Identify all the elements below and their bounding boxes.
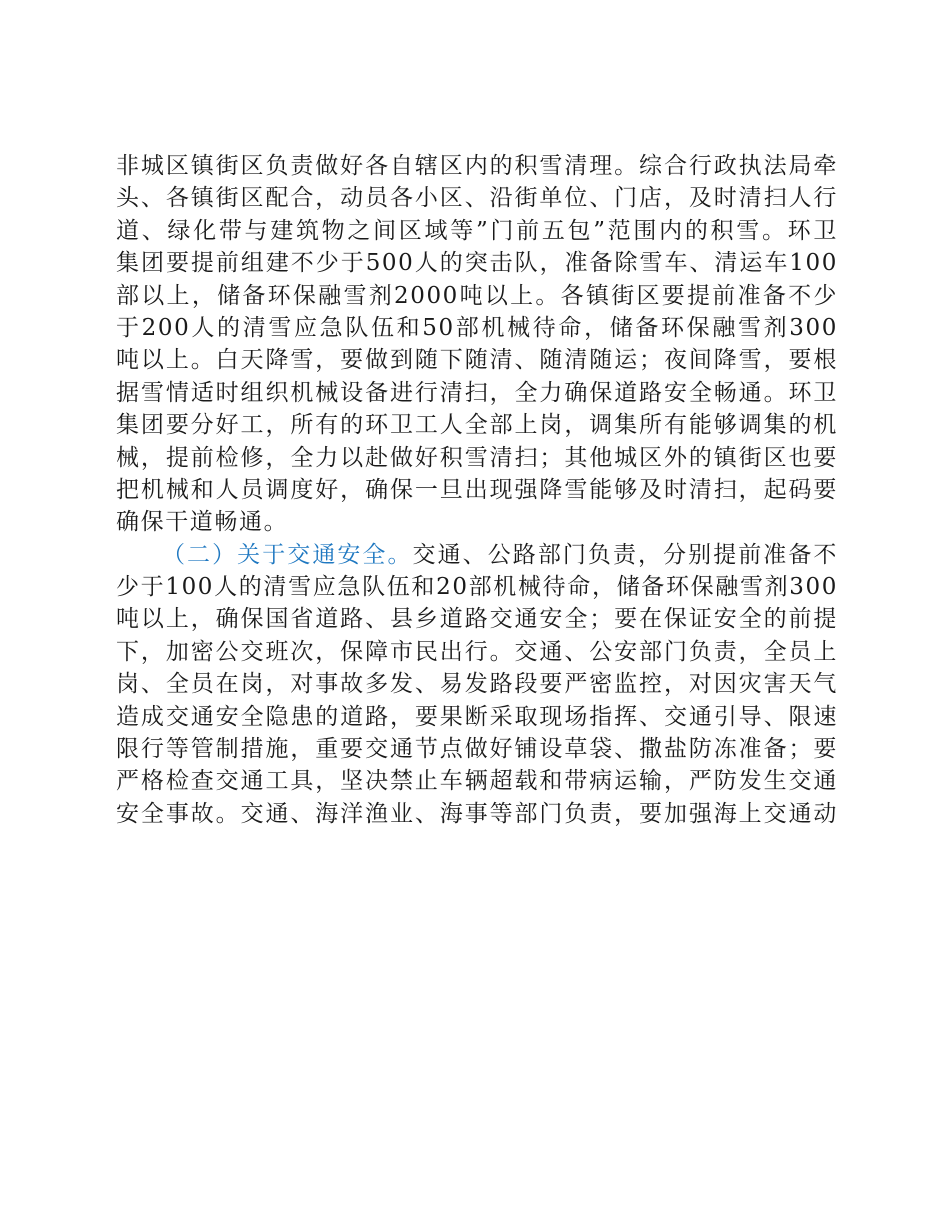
text-line: 限行等管制措施，重要交通节点做好铺设草袋、撒盐防冻准备；要 — [116, 736, 838, 763]
text-line: 造成交通安全隐患的道路，要果断采取现场指挥、交通引导、限速 — [116, 703, 838, 730]
text-line: 吨以上，确保国省道路、县乡道路交通安全；要在保证安全的前提 — [116, 606, 838, 633]
document-page — [116, 150, 838, 830]
text-line: 安全事故。交通、海洋渔业、海事等部门负责，要加强海上交通动 — [116, 800, 838, 827]
text-line: 把机械和人员调度好，确保一旦出现强降雪能够及时清扫，起码要 — [116, 476, 838, 503]
text-line: 械，提前检修，全力以赴做好积雪清扫；其他城区外的镇街区也要 — [116, 444, 838, 471]
paragraph-snow-clearing — [116, 150, 838, 539]
text-line: 于200人的清雪应急队伍和50部机械待命，储备环保融雪剂300 — [116, 314, 838, 341]
text-line: 非城区镇街区负责做好各自辖区内的积雪清理。综合行政执法局牵 — [116, 153, 838, 179]
text-line: 吨以上。白天降雪，要做到随下随清、随清随运；夜间降雪，要根 — [116, 347, 838, 374]
text-line: 少于100人的清雪应急队伍和20部机械待命，储备环保融雪剂300 — [116, 574, 838, 601]
text-line: 道、绿化带与建筑物之间区域等”门前五包”范围内的积雪。环卫 — [116, 217, 838, 244]
heading-line — [116, 539, 838, 571]
section-heading: （二）关于交通安全。 — [162, 541, 413, 568]
heading-line-text: 交通、公路部门负责，分别提前准备不 — [412, 541, 839, 568]
paragraph-traffic-safety — [116, 539, 838, 831]
text-line: 岗、全员在岗，对事故多发、易发路段要严密监控，对因灾害天气 — [116, 671, 838, 698]
text-line: 头、各镇街区配合，动员各小区、沿街单位、门店，及时清扫人行 — [116, 185, 838, 212]
text-line: 集团要分好工，所有的环卫工人全部上岗，调集所有能够调集的机 — [116, 412, 838, 439]
text-line: 部以上，储备环保融雪剂2000吨以上。各镇街区要提前准备不少 — [116, 282, 838, 309]
text-line: 下，加密公交班次，保障市民出行。交通、公安部门负责，全员上 — [116, 638, 838, 665]
text-line: 确保干道畅通。 — [116, 509, 289, 536]
text-line: 据雪情适时组织机械设备进行清扫，全力确保道路安全畅通。环卫 — [116, 379, 838, 406]
text-line: 集团要提前组建不少于500人的突击队，准备除雪车、清运车100 — [116, 250, 838, 277]
text-line: 严格检查交通工具，坚决禁止车辆超载和带病运输，严防发生交通 — [116, 768, 838, 795]
